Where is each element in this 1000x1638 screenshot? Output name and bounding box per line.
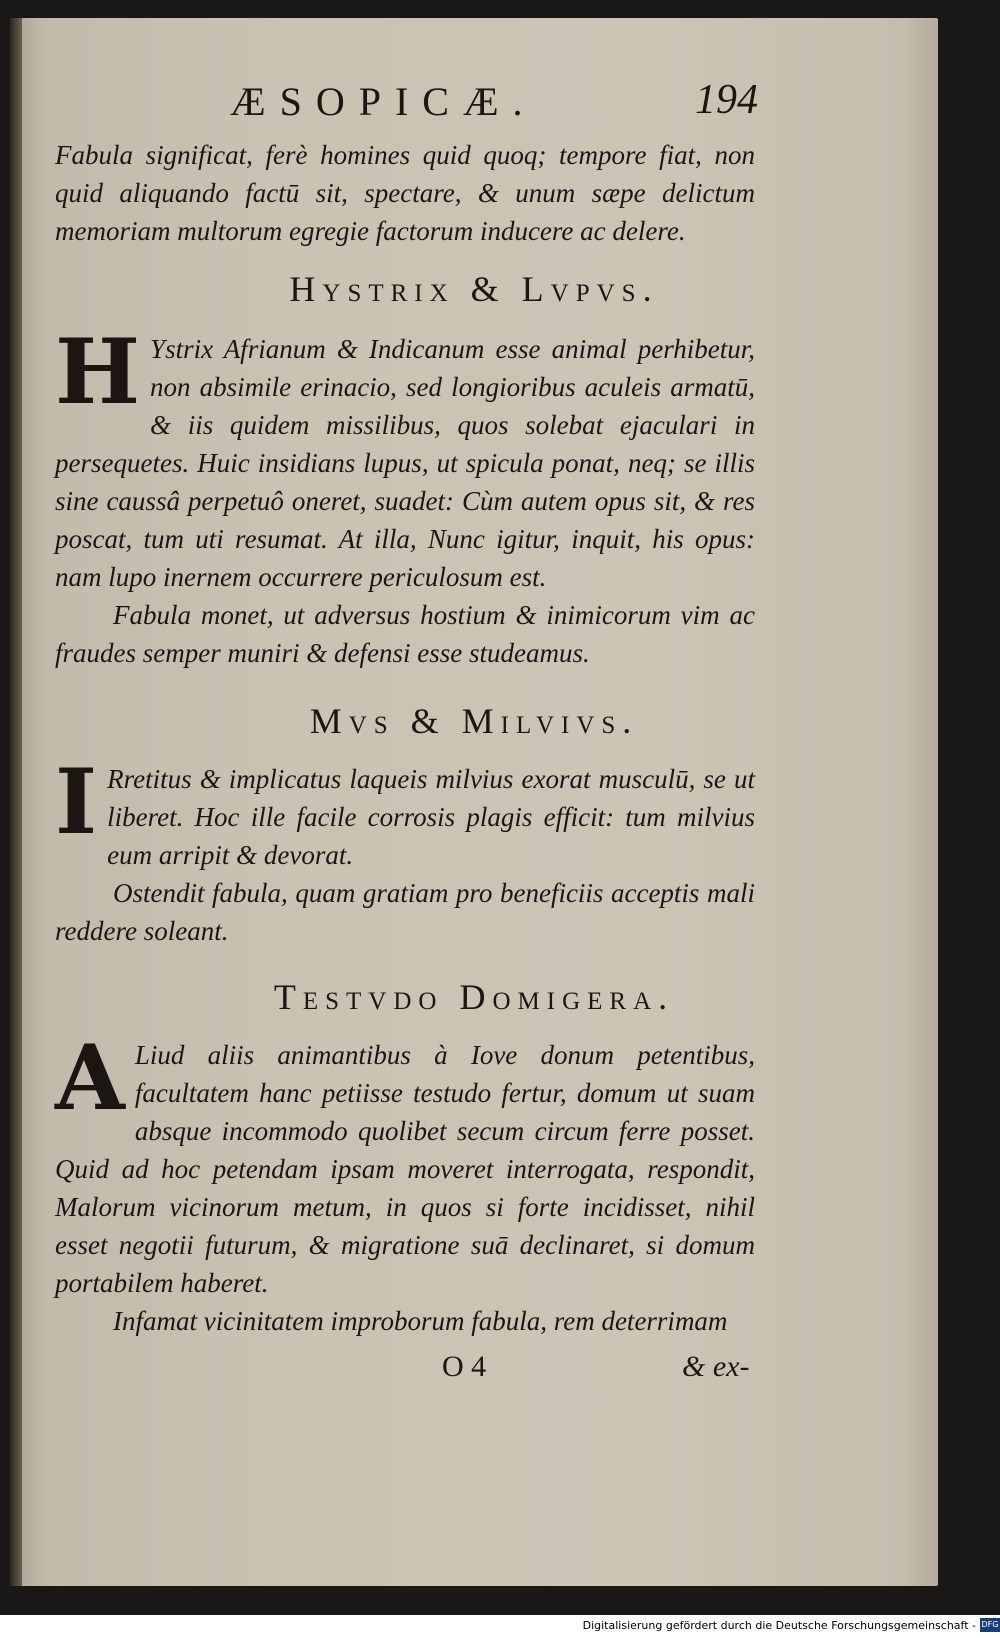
running-head: ÆSOPICÆ. <box>230 79 537 124</box>
fable-moral: Infamat vicinitatem improborum fabula, rem deterrimam <box>113 1306 728 1336</box>
fable-title-hystrix: Hystrix & Lvpvs. <box>289 269 659 309</box>
fable-body-hystrix <box>55 319 755 672</box>
page-number: 194 <box>695 77 758 123</box>
dropcap-h: H <box>55 319 141 425</box>
page-spine-shadow <box>10 18 22 1586</box>
footer-bar <box>0 1615 1000 1638</box>
book-page <box>10 18 938 1586</box>
fable-title-testudo: Testvdo Domigera. <box>273 977 675 1017</box>
catchword: & ex- <box>682 1350 750 1383</box>
signature-mark: O 4 <box>442 1350 487 1383</box>
fable-moral: Ostendit fabula, quam gratiam pro beneficiis acceptis mali reddere soleant. <box>55 878 755 946</box>
page-header <box>80 77 758 138</box>
intro-moral-text: Fabula significat, ferè homines quid quoq; tempore fiat, non quid aliquando factū sit, spectare, & unum sæpe delictum memoriam multorum egregie factorum inducere ac delere. <box>55 140 755 246</box>
dropcap-i: I <box>55 749 98 855</box>
fable-body-mus <box>55 749 755 950</box>
dropcap-a: A <box>55 1025 125 1131</box>
fable-text: Liud aliis animantibus à Iove donum petentibus, facultatem hanc petiisse testudo fertur, domum ut suam absque incommodo quolibet secum circum ferre posset. Quid ad hoc petendam ipsam moveret interrogata, respondit, Malorum vicinorum metum, in quos si forte incidisset, nihil esset negotii futurum, & migratione suā declinaret, si domum portabilem haberet. <box>55 1040 755 1298</box>
fable-text: Rretitus & implicatus laqueis milvius exorat musculū, se ut liberet. Hoc ille facile corrosis plagis efficit: tum milvius eum arripit & devorat. <box>107 764 755 870</box>
fable-moral: Fabula monet, ut adversus hostium & inimicorum vim ac fraudes semper muniri & defensi esse studeamus. <box>55 600 755 668</box>
fable-title-mus: Mvs & Milvivs. <box>309 701 639 741</box>
fable-text: Ystrix Afrianum & Indicanum esse animal perhibetur, non absimile erinacio, sed longioribus aculeis armatū, & iis quidem missilibus, quos solebat ejaculari in persequetes. Huic insidians lupus, ut spicula ponat, neq; se illis sine caussâ perpetuô oneret, suadet: Cùm autem opus sit, & res poscat, tum uti resumat. At illa, Nunc igitur, inquit, his opus: nam lupo inernem occurrere periculosum est. <box>55 334 755 592</box>
dfg-logo[interactable]: DFG <box>980 1618 1000 1632</box>
fable-body-testudo <box>55 1025 755 1340</box>
funding-credit: Digitalisierung gefördert durch die Deutsche Forschungsgemeinschaft - <box>582 1619 976 1632</box>
intro-moral <box>55 136 755 250</box>
